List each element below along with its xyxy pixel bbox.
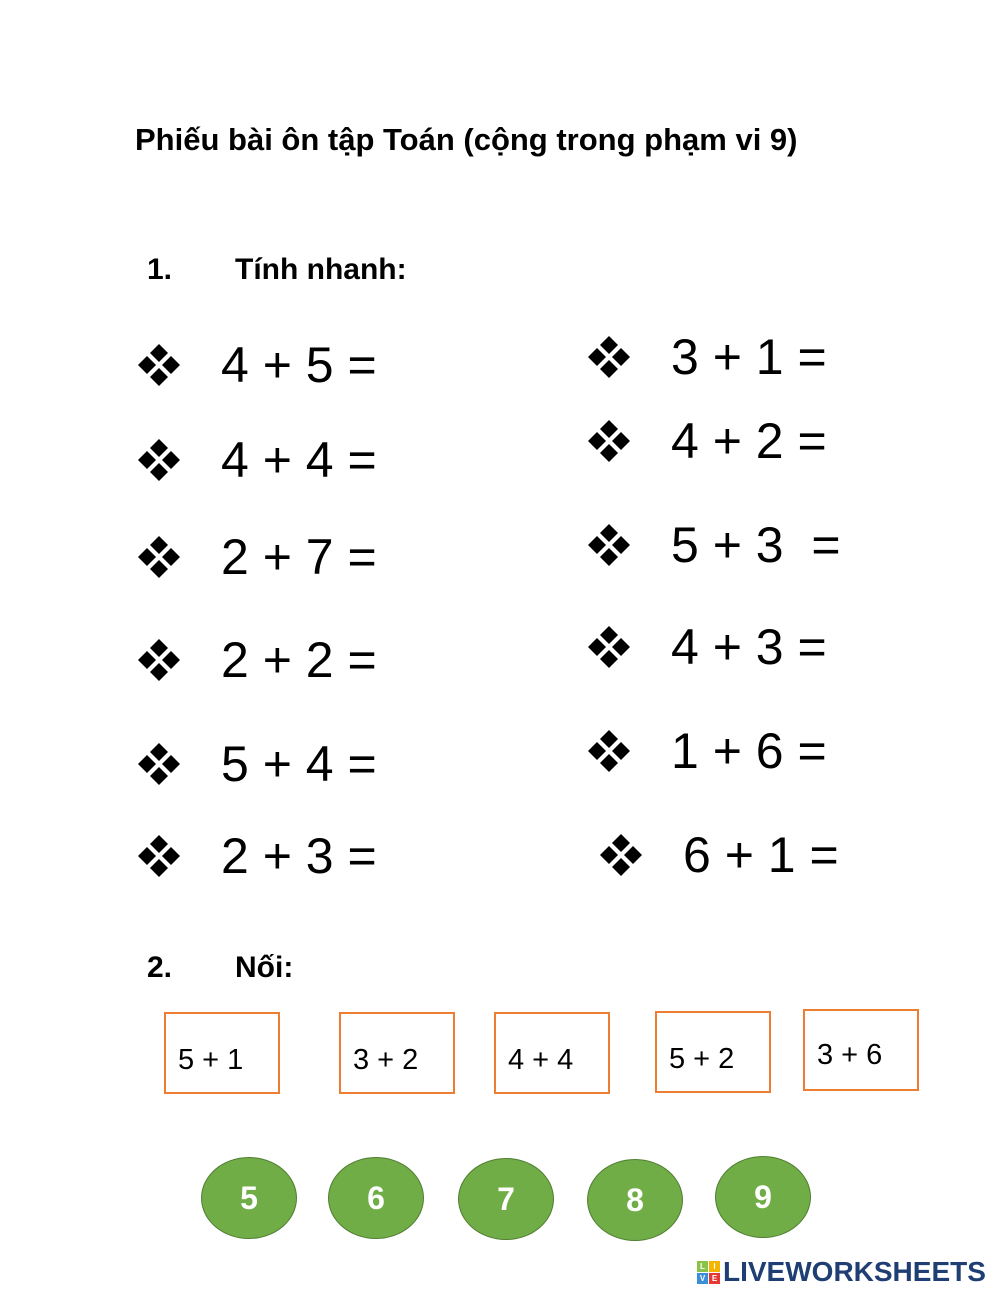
box-label: 4 + 4 — [508, 1044, 574, 1076]
box-label: 5 + 1 — [178, 1044, 244, 1076]
diamond-bullet-icon — [137, 834, 181, 878]
equation-text: 5 + 4 = — [221, 736, 377, 792]
equation-text: 3 + 1 = — [671, 329, 827, 385]
diamond-bullet-icon — [599, 833, 643, 877]
page-title: Phiếu bài ôn tập Toán (cộng trong phạm vi 9) — [135, 122, 798, 157]
liveworksheets-logo — [697, 1256, 986, 1288]
left-equation-5 — [137, 734, 377, 794]
answer-circle-7[interactable]: 7 — [458, 1158, 554, 1240]
diamond-bullet-icon — [587, 625, 631, 669]
equation-text: 2 + 7 = — [221, 529, 377, 585]
section-1-number: 1. — [147, 253, 173, 286]
left-equation-2 — [137, 430, 377, 490]
equation-text: 2 + 3 = — [221, 828, 377, 884]
left-equation-1 — [137, 335, 377, 395]
right-equation-5 — [587, 721, 827, 781]
box-label: 3 + 2 — [353, 1044, 419, 1076]
equation-text: 5 + 3 = — [671, 517, 841, 573]
answer-circle-9[interactable]: 9 — [715, 1156, 811, 1238]
section-1-heading: Tính nhanh: — [235, 253, 407, 286]
equation-text: 4 + 5 = — [221, 337, 377, 393]
right-equation-6 — [599, 825, 839, 885]
match-box-5[interactable] — [803, 1009, 919, 1091]
diamond-bullet-icon — [137, 535, 181, 579]
answer-circle-6[interactable]: 6 — [328, 1157, 424, 1239]
equation-text: 2 + 2 = — [221, 632, 377, 688]
diamond-bullet-icon — [137, 638, 181, 682]
equation-text: 6 + 1 = — [683, 827, 839, 883]
box-label: 5 + 2 — [669, 1043, 735, 1075]
match-box-3[interactable] — [494, 1012, 610, 1094]
left-equation-4 — [137, 630, 377, 690]
answer-circle-8[interactable]: 8 — [587, 1159, 683, 1241]
equation-text: 1 + 6 = — [671, 723, 827, 779]
equation-text: 4 + 4 = — [221, 432, 377, 488]
equation-text: 4 + 2 = — [671, 413, 827, 469]
right-equation-2 — [587, 411, 827, 471]
diamond-bullet-icon — [587, 419, 631, 463]
equation-text: 4 + 3 = — [671, 619, 827, 675]
match-box-4[interactable] — [655, 1011, 771, 1093]
section-2-heading: Nối: — [235, 951, 294, 984]
diamond-bullet-icon — [587, 523, 631, 567]
answer-circle-5[interactable]: 5 — [201, 1157, 297, 1239]
left-equation-3 — [137, 527, 377, 587]
right-equation-4 — [587, 617, 827, 677]
match-box-2[interactable] — [339, 1012, 455, 1094]
logo-text: LIVEWORKSHEETS — [723, 1256, 986, 1287]
diamond-bullet-icon — [587, 335, 631, 379]
diamond-bullet-icon — [137, 343, 181, 387]
right-equation-3 — [587, 515, 841, 575]
diamond-bullet-icon — [137, 742, 181, 786]
diamond-bullet-icon — [587, 729, 631, 773]
box-label: 3 + 6 — [817, 1039, 883, 1071]
match-box-1[interactable] — [164, 1012, 280, 1094]
diamond-bullet-icon — [137, 438, 181, 482]
right-equation-1 — [587, 327, 827, 387]
section-2-number: 2. — [147, 951, 173, 984]
left-equation-6 — [137, 826, 377, 886]
logo-badge-icon: L I V E — [697, 1261, 720, 1284]
